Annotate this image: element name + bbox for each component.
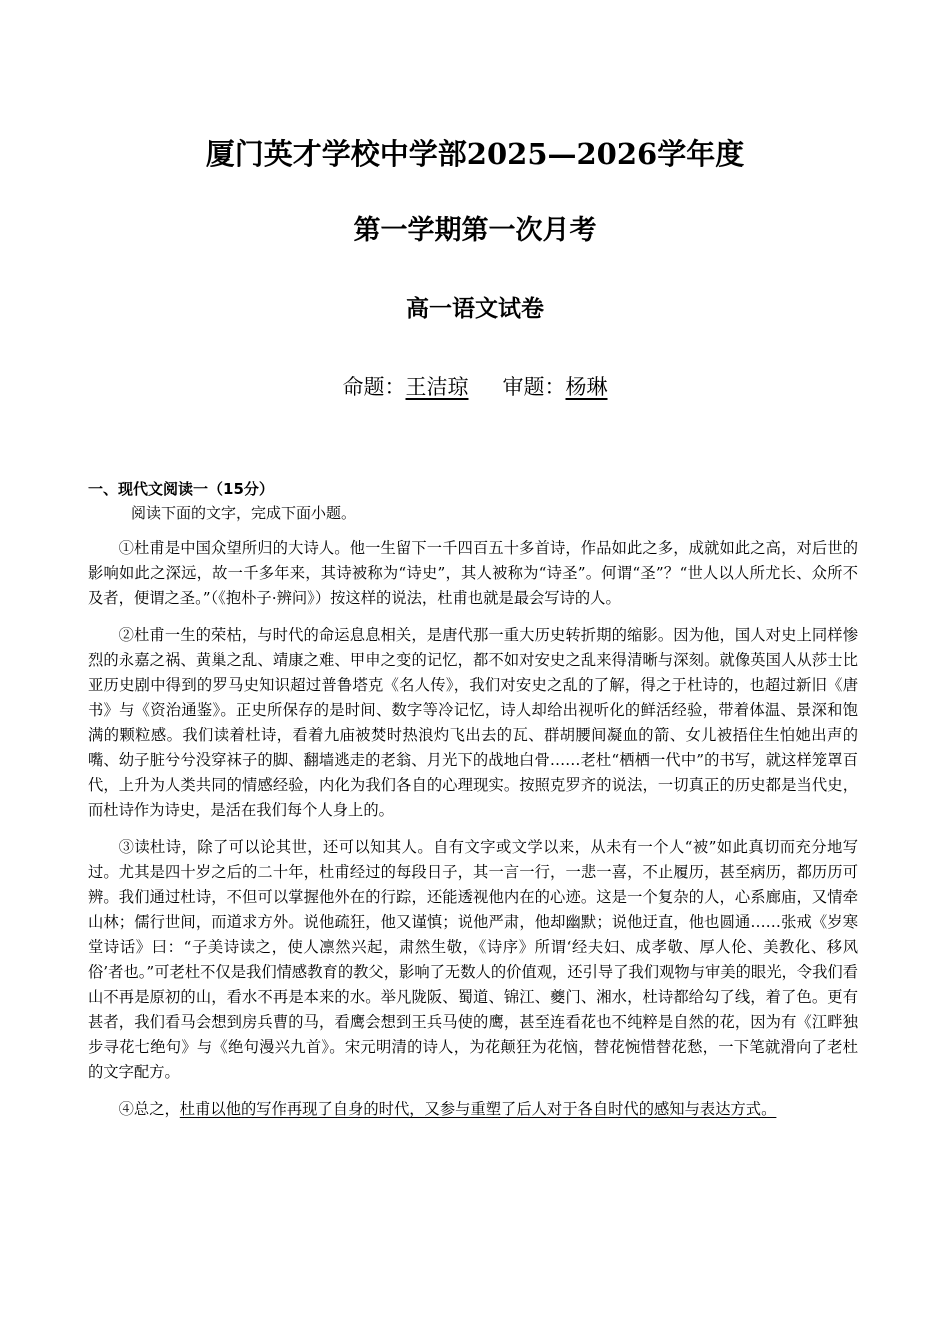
- paragraph-4-prefix: ④总之，: [118, 1100, 180, 1118]
- authors-line: [0, 372, 950, 402]
- author-label: 命题：: [342, 375, 406, 399]
- author-name: 王洁琼: [405, 375, 469, 399]
- paragraph-2: ②杜甫一生的荣枯，与时代的命运息息相关，是唐代那一重大历史转折期的缩影。因为他，国人对史上同样惨烈的永嘉之祸、黄巢之乱、靖康之难、甲申之变的记忆，都不如对安史之乱来得清晰与深刻。就像英国人从莎士比亚历史剧中得到的罗马史知识超过普鲁塔克《名人传》，我们对安史之乱的了解，得之于杜诗的，也超过新旧《唐书》与《资治通鉴》。正史所保存的是时间、数字等冷记忆，诗人却给出视听化的鲜活经验，带着体温、景深和饱满的颗粒感。我们读着杜诗，看着九庙被焚时热浪灼飞出去的瓦、群胡腰间凝血的箭、女儿被捂住生怕她出声的嘴、幼子脏兮兮没穿袜子的脚、翻墙逃走的老翁、月光下的战地白骨……老杜“栖栖一代中”的书写，就这样笼罩百代，上升为人类共同的情感经验，内化为我们各自的心理现实。按照克罗齐的说法，一切真正的历史都是当代史，而杜诗作为诗史，是活在我们每个人身上的。: [88, 626, 858, 819]
- reviewer-label: 审题：: [502, 375, 566, 399]
- paragraph-3: ③读杜诗，除了可以论其世，还可以知其人。自有文字或文学以来，从未有一个人“被”如此真切而充分地写过。尤其是四十岁之后的二十年，杜甫经过的每段日子，其一言一行，一悲一喜，不止履历，甚至病历，都历历可辨。我们通过杜诗，不但可以掌握他外在的行踪，还能透视他内在的心迹。这是一个复杂的人，心系廊庙，又情牵山林；儒行世间，而道求方外。说他疏狂，他又谨慎；说他严肃，他却幽默；说他迂直，他也圆通……张戒《岁寒堂诗话》曰：“子美诗读之，使人凛然兴起，肃然生敬，《诗序》所谓‘经夫妇、成孝敬、厚人伦、美教化、移风俗’者也。”可老杜不仅是我们情感教育的教父，影响了无数人的价值观，还引导了我们观物与审美的眼光，令我们看山不再是原初的山，看水不再是本来的水。举凡陇阪、蜀道、锦江、夔门、湘水，杜诗都给勾了线，着了色。更有甚者，我们看马会想到房兵曹的马，看鹰会想到王兵马使的鹰，甚至连看花也不纯粹是自然的花，因为有《江畔独步寻花七绝句》与《绝句漫兴九首》。宋元明清的诗人，为花颠狂为花恼，替花惋惜替花愁，一下笔就滑向了老杜的文字配方。: [88, 838, 858, 1081]
- section-instruction: 阅读下面的文字，完成下面小题。: [131, 504, 357, 522]
- exam-title-school: 厦门英才学校中学部2025—2026学年度: [205, 137, 745, 171]
- reading-passage: [88, 536, 858, 1134]
- exam-title-term: 第一学期第一次月考: [353, 215, 597, 246]
- paragraph-1: ①杜甫是中国众望所归的大诗人。他一生留下一千四百五十多首诗，作品如此之多，成就如此之高，对后世的影响如此之深远，故一千多年来，其诗被称为“诗史”，其人被称为“诗圣”。何谓“圣”？“世人以人所尤长、众所不及者，便谓之圣。”（《抱朴子·辨问》）按这样的说法，杜甫也就是最会写诗的人。: [88, 539, 858, 607]
- section-heading: 一、现代文阅读一（15分）: [88, 480, 274, 498]
- reviewer-name: 杨琳: [565, 375, 608, 399]
- exam-title-subject: 高一语文试卷: [406, 295, 544, 322]
- underlined-sentence: 杜甫以他的写作再现了自身的时代，又参与重塑了后人对于各自时代的感知与表达方式。: [179, 1100, 777, 1118]
- paragraph-4: [88, 1097, 858, 1122]
